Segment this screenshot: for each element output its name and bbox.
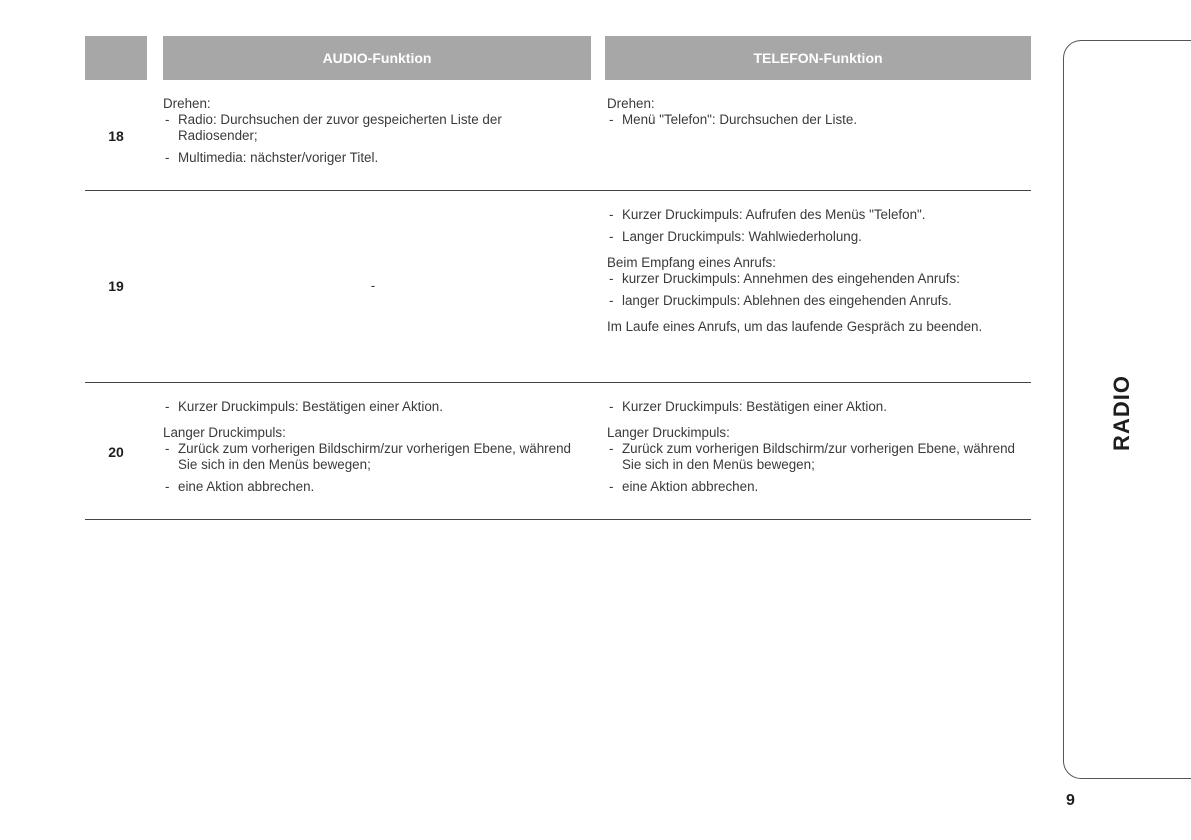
row-18-audio [163, 96, 583, 166]
row-divider [85, 519, 1031, 520]
row-20-audio-item: - eine Aktion abbrechen. [163, 479, 583, 495]
side-tab-label [1102, 368, 1142, 458]
row-20-audio [163, 399, 583, 495]
row-19-telefon-intro: Beim Empfang eines Anrufs: [607, 255, 776, 270]
row-20-telefon-item: - Kurzer Druckimpuls: Bestätigen einer Aktion. [607, 399, 1031, 415]
row-19-telefon-item: - langer Druckimpuls: Ablehnen des eingehenden Anrufs. [607, 293, 1031, 309]
header-number-cell [85, 36, 147, 80]
row-19-telefon-item: - Kurzer Druckimpuls: Aufrufen des Menüs "Telefon". [607, 207, 1031, 223]
row-18-telefon-item: - Menü "Telefon": Durchsuchen der Liste. [607, 112, 1031, 128]
row-divider [85, 190, 1031, 191]
row-18-number: 18 [108, 128, 124, 144]
row-20-telefon-intro: Langer Druckimpuls: [607, 425, 730, 440]
row-20-telefon [607, 399, 1031, 495]
row-20-telefon-item: - eine Aktion abbrechen. [607, 479, 1031, 495]
row-19-telefon-closing: Im Laufe eines Anrufs, um das laufende Gespräch zu beenden. [607, 319, 983, 334]
row-19-telefon [607, 207, 1031, 335]
row-18-telefon-intro: Drehen: [607, 96, 655, 111]
row-18-audio-intro: Drehen: [163, 96, 211, 111]
row-20-audio-item: - Kurzer Druckimpuls: Bestätigen einer Aktion. [163, 399, 583, 415]
row-20-number: 20 [108, 444, 124, 460]
row-divider [85, 382, 1031, 383]
row-20-audio-item: - Zurück zum vorherigen Bildschirm/zur vorherigen Ebene, während Sie sich in den Menüs bewegen; [163, 441, 583, 473]
header-audio [163, 36, 591, 80]
row-19-audio: - [370, 278, 376, 293]
header-telefon [605, 36, 1031, 80]
row-18-audio-item: - Multimedia: nächster/voriger Titel. [163, 150, 583, 166]
header-telefon-label: TELEFON-Funktion [753, 50, 883, 66]
row-19-telefon-item: - Langer Druckimpuls: Wahlwiederholung. [607, 229, 1031, 245]
row-19-number: 19 [108, 278, 124, 294]
side-tab-text: RADIO [1109, 375, 1134, 451]
header-audio-label: AUDIO-Funktion [322, 50, 432, 66]
page-number: 9 [1066, 792, 1075, 809]
row-19-telefon-item: - kurzer Druckimpuls: Annehmen des eingehenden Anrufs: [607, 271, 1031, 287]
row-18-telefon [607, 96, 1031, 128]
row-20-audio-intro: Langer Druckimpuls: [163, 425, 286, 440]
row-18-audio-item: - Radio: Durchsuchen der zuvor gespeicherten Liste der Radiosender; [163, 112, 583, 144]
row-20-telefon-item: - Zurück zum vorherigen Bildschirm/zur vorherigen Ebene, während Sie sich in den Menüs bewegen; [607, 441, 1031, 473]
